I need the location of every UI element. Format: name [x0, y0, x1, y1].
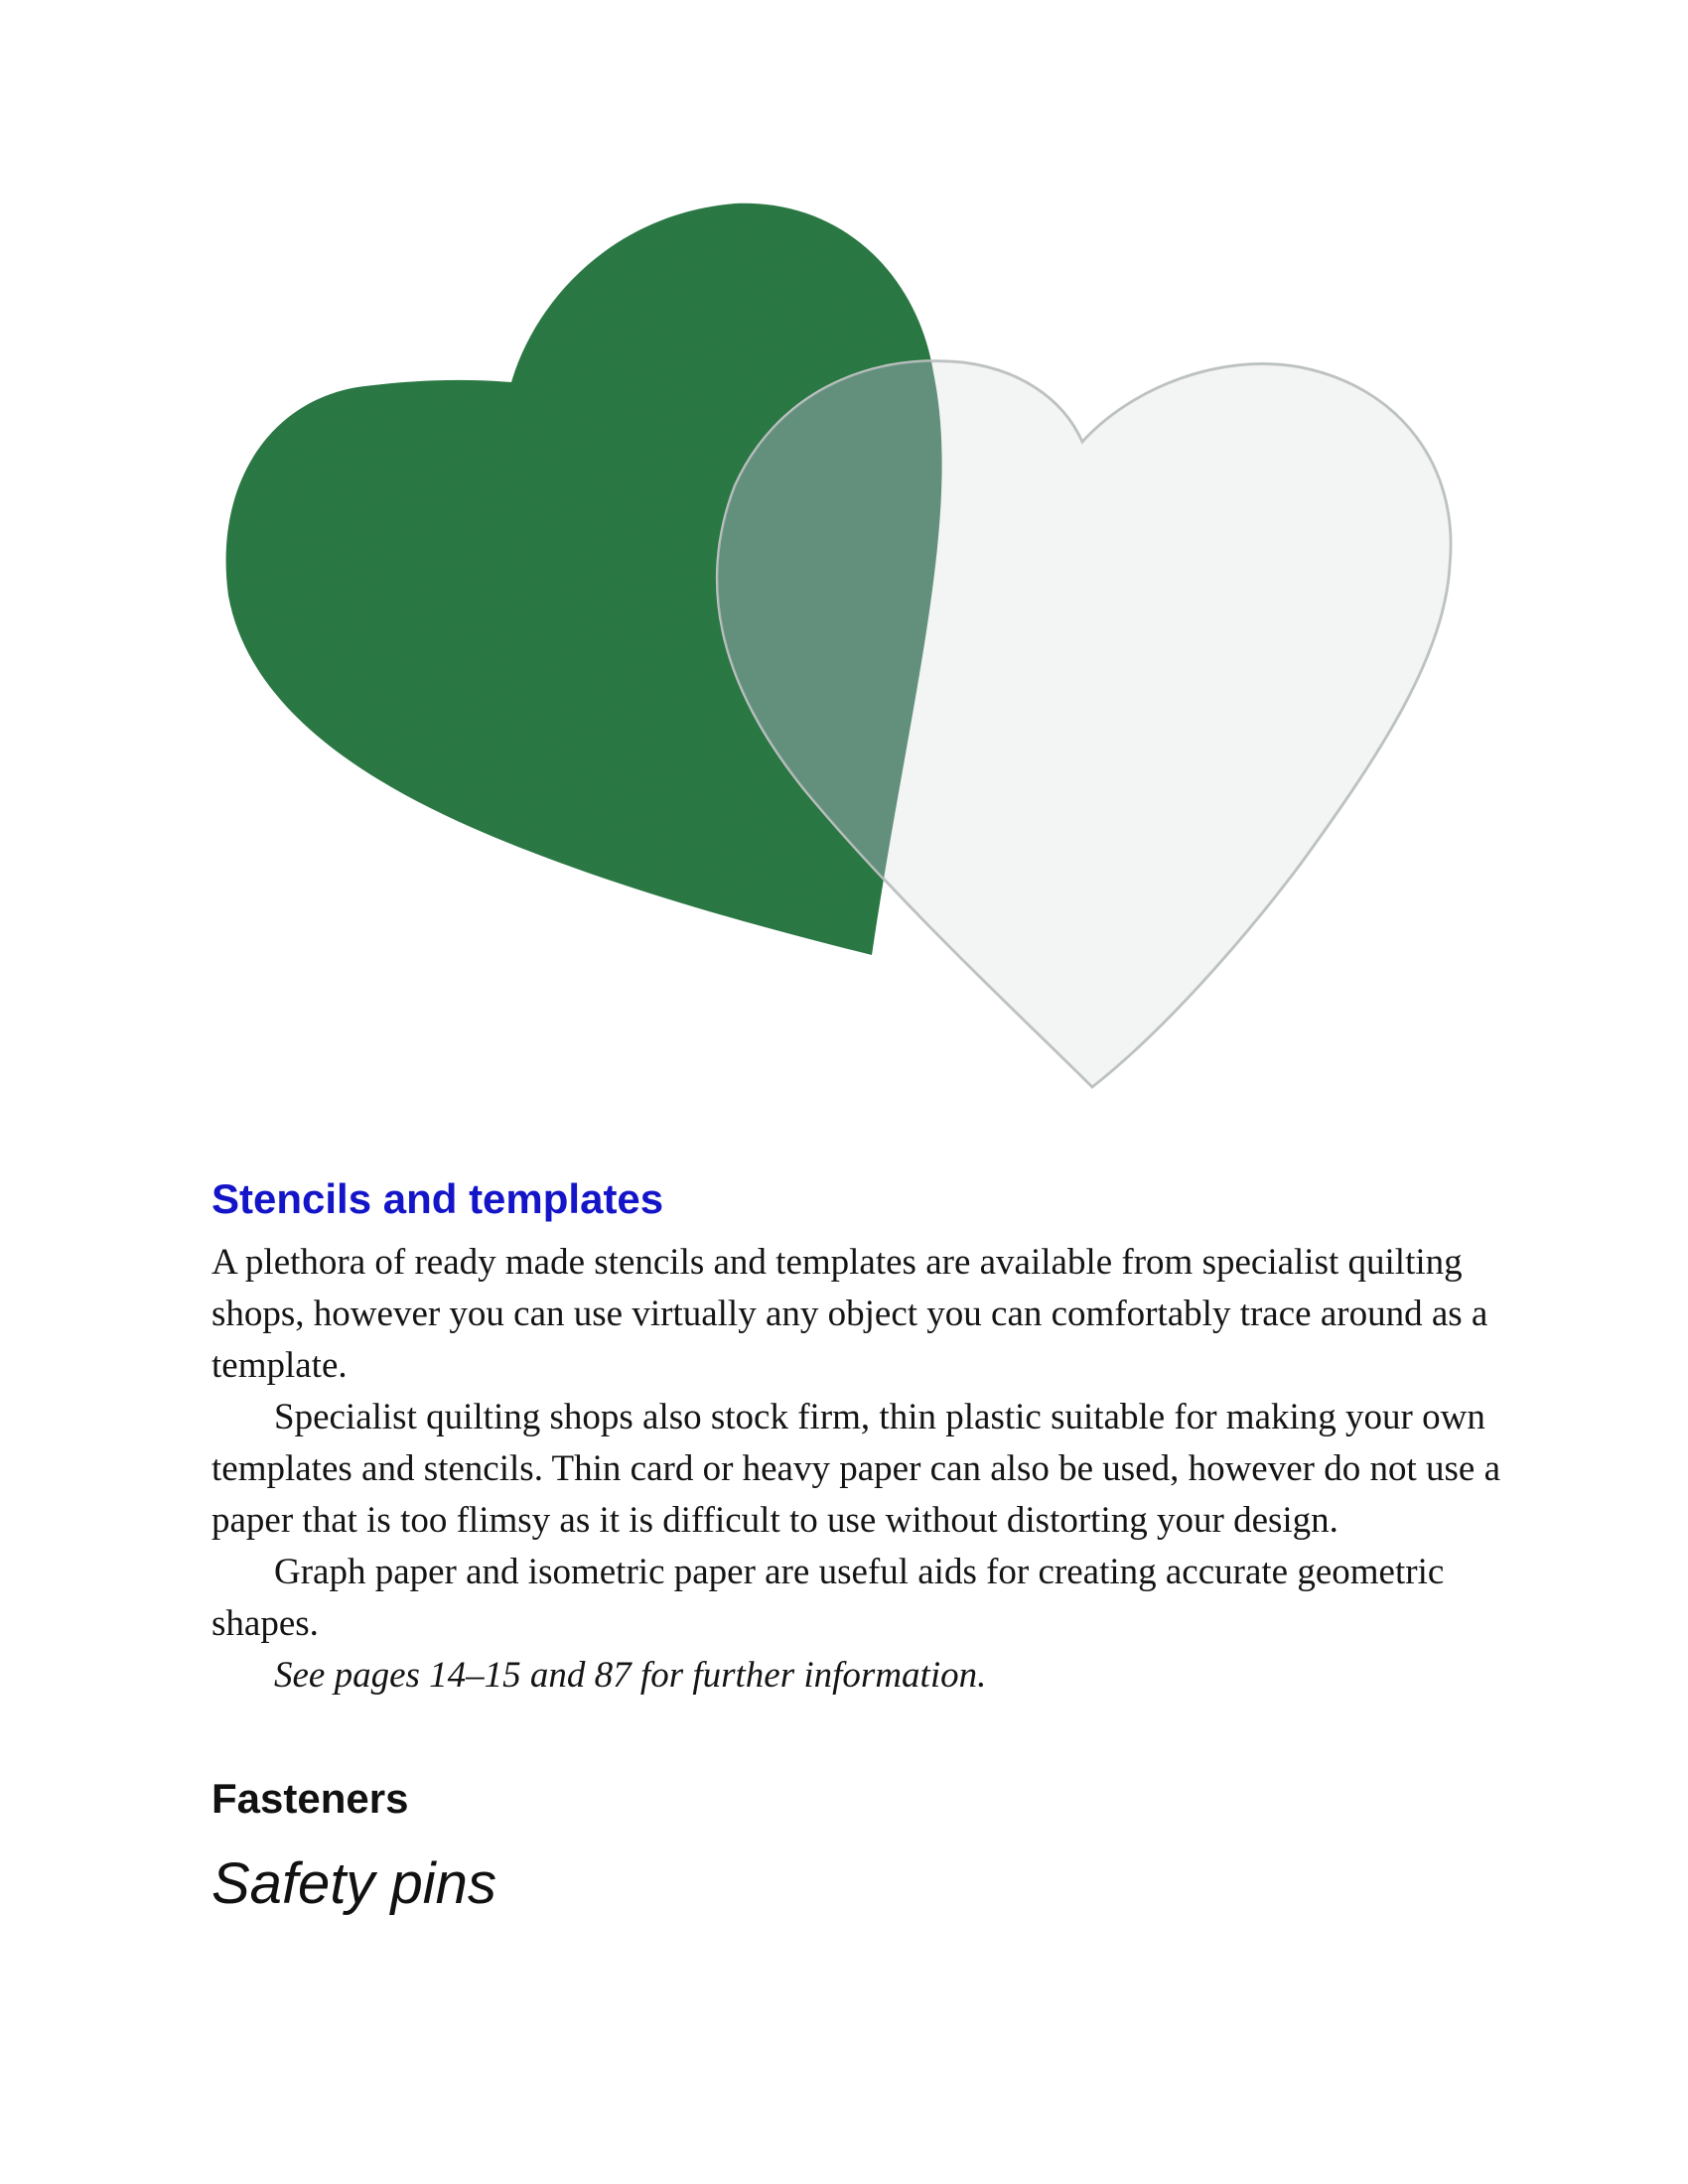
- safety-pins-subheading: Safety pins: [211, 1851, 496, 1916]
- stencils-page-reference: See pages 14–15 and 87 for further information.: [274, 1655, 987, 1696]
- stencils-paragraph-2: Specialist quilting shops also stock firm, thin plastic suitable for making your own templates and stencils. Thin card or heavy paper can also be used, however do not use a paper that is too flimsy as it is difficult to use without distorting your design.: [211, 1397, 1500, 1541]
- stencils-paragraph-3: Graph paper and isometric paper are useful aids for creating accurate geometric shapes.: [211, 1552, 1445, 1644]
- fasteners-heading: Fasteners: [211, 1775, 409, 1822]
- stencils-body: [211, 1237, 1502, 1702]
- hearts-image: [209, 189, 1489, 1102]
- page-content: [211, 1171, 1502, 1920]
- stencils-heading: Stencils and templates: [211, 1175, 664, 1222]
- stencils-paragraph-1: A plethora of ready made stencils and templates are available from specialist quilting shops, however you can use virtually any object you can comfortably trace around as a template.: [211, 1242, 1488, 1386]
- hearts-illustration: [209, 189, 1489, 1102]
